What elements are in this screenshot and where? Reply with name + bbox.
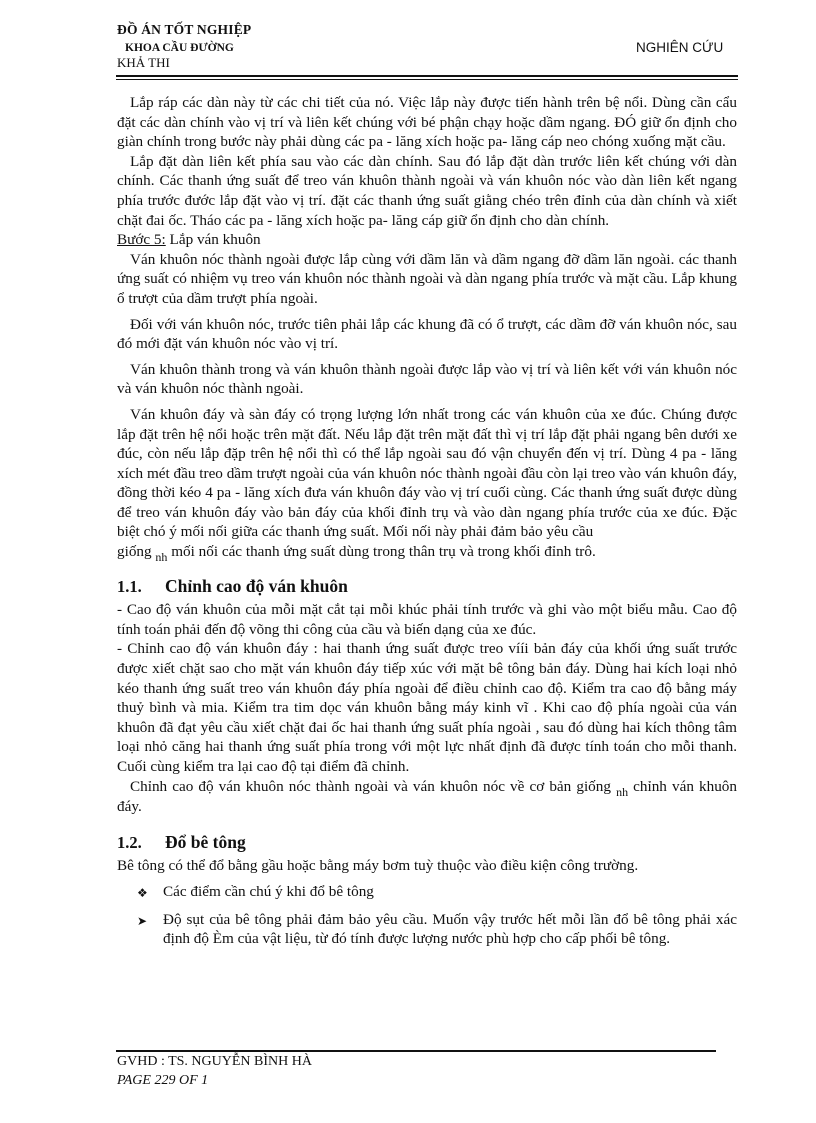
footer-page-number: PAGE 229 OF 1 [117,1073,209,1088]
bullet-item [117,882,737,904]
bullet-text: Các điểm cần chú ý khi đổ bê tông [163,882,374,900]
step-label: Bước 5: [117,231,166,249]
diamond-bullet-icon: ❖ [137,885,148,900]
footer-advisor: GVHD : TS. NGUYỄN BÌNH HÀ [117,1054,312,1069]
section-heading-1 [117,577,737,597]
paragraph: Ván khuôn thành trong và ván khuôn thành ngoài được lắp vào vị trí và liên kết với ván khuôn nóc và ván khuôn nóc thành ngoài. [117,360,737,398]
section-number: 1.1. [117,576,142,596]
step-text: Lắp ván khuôn [165,231,261,249]
paragraph: Bê tông có thể đổ bằng gầu hoặc bằng máy bơm tuỳ thuộc vào điều kiện công trường. [117,857,639,875]
paragraph: Lắp đặt dàn liên kết phía sau vào các dàn chính. Sau đó lắp đặt dàn trước liên kết chúng với dàn chính. Các thanh ứng suất để treo ván khuôn thành ngoài và ván khuôn nóc vào dàn liên kết ngang phía trước đước lắp đặt vào vị trí. đặt các thanh ứng suất giằng chéo trên đỉnh của dàn chính và xiết chặt đai ốc. Tháo các pa - lăng xích hoặc pa- lăng cáp giữ ổn định cho dàn chính. [117,152,737,229]
text-run: giống [117,543,156,561]
bullet-text: Độ sụt của bê tông phải đảm bảo yêu cầu. Muốn vậy trước hết mỗi lần đổ bê tông phải xác định độ Èm của vật liệu, từ đó tính được lượng nước phù hợp cho cấp phối bê tông. [163,910,737,948]
text-run: Chỉnh cao độ ván khuôn nóc thành ngoài và ván khuôn nóc về cơ bản giống [130,777,617,795]
header-right: NGHIÊN CỨU [636,40,724,55]
paragraph-end [117,542,737,563]
section-title: Chỉnh cao độ ván khuôn [165,575,348,596]
header-rule-thin [116,79,738,80]
section-number: 1.2. [117,832,142,852]
paragraph [117,777,737,817]
paragraph: Ván khuôn đáy và sàn đáy có trọng lượng lớn nhất trong các ván khuôn của xe đúc. Chúng được lắp đặt trên hệ nổi hoặc trên mặt đất. Nếu lắp đặt trên mặt đất thì vị trí lắp đặt phải ngang bên dưới xe đúc, còn nếu lắp đặp trên hệ nổi thì có thể lắp ngoài sau đó vận chuyển đến vị trí. Dùng 4 pa - lăng xích mét đầu treo dầm trượt ngoài của ván khuôn nóc thành ngoài đầu còn lại treo vào ván khuôn đáy, đồng thời kéo 4 pa - lăng xích đưa ván khuôn đáy vào vị trí cuối cùng. Các thanh ứng suất được dùng để treo ván khuôn đáy vào bản đáy của khối đỉnh trụ và vào dàn ngang phía trước của xe đúc. Đặc biệt chó ý mối nối giữa các thanh ứng suất. Mối nối này phải đảm bảo yêu cầu [117,405,737,541]
section-heading-2 [117,833,737,853]
text-run: mối nối các thanh ứng suất dùng trong thân trụ và trong khối đỉnh trô. [167,543,596,561]
paragraph: - Chỉnh cao độ ván khuôn đáy : hai thanh ứng suất được treo vííi bản đáy của khối ứng suất trước được xiết chặt sao cho mặt ván khuôn đáy tiếp xúc với mặt bê tông bản đáy. Dùng hai kích loại nhỏ kéo thanh ứng suất treo ván khuôn đáy phía ngoài để điều chỉnh cao độ. Kiểm tra cao độ bằng máy thuỷ bình và mia. Kiểm tra tim dọc ván khuôn bằng máy kinh vĩ . Khi cao độ phía ngoài của ván khuôn đã đạt yêu cầu xiết chặt đai ốc hai thanh ứng suất phía ngoài , sau đó dùng hai kích thông tâm loại nhỏ căng hai thanh ứng suất phía trong với một lực nhất định đã được tính toán cho mỗi thanh. Cuối cùng kiểm tra lại cao độ tại điểm đã chỉnh. [117,640,737,775]
subscript-fragment: nh [616,784,629,799]
header-department: KHOA CẦU ĐƯỜNG [125,42,234,54]
subscript-fragment: nh [155,550,168,565]
paragraph: Ván khuôn nóc thành ngoài được lắp cùng với dầm lăn và dầm ngang đỡ dầm lăn ngoài. các thanh ứng suất có nhiệm vụ treo ván khuôn nóc thành ngoài và dàn ngang phía trước và mặt cầu. Lắp khung ổ trượt của dầm trượt phía ngoài. [117,250,737,307]
paragraph: Đối với ván khuôn nóc, trước tiên phải lắp các khung đã có ổ trượt, các dầm đỡ ván khuôn nóc, sau đó mới đặt ván khuôn nóc vào vị trí. [117,315,737,353]
footer-rule [116,1050,716,1052]
main-content [117,93,737,949]
bullet-item [117,910,737,949]
paragraph: - Cao độ ván khuôn của mỗi mặt cắt tại mỗi khúc phải tính trước và ghi vào một biểu mẫu. Cao độ tính toán phải đến độ võng thi công của cầu và biến dạng của xe đúc. [117,601,737,638]
header-rule-thick [116,75,738,77]
section-title: Đổ bê tông [165,831,246,852]
header-title: ĐỒ ÁN TỐT NGHIỆP [117,22,252,37]
paragraph: Lắp ráp các dàn này từ các chi tiết của nó. Việc lắp này được tiến hành trên bệ nổi. Dùng cần cẩu đặt các dàn chính vào vị trí và liên kết chúng với bé phận chạy hoặc dầm ngang. ĐÓ giữ ổn định cho giàn chính trong bước này phải dùng các pa - lăng xích hoặc pa- lăng cáp neo chóng xuống mặt cầu. [117,94,737,151]
header-left [117,22,251,71]
arrow-bullet-icon: ➤ [137,913,148,928]
header-subtitle: KHẢ THI [117,55,170,70]
step-heading [117,230,737,250]
text-run: chỉnh ván khuôn đáy. [117,777,737,816]
